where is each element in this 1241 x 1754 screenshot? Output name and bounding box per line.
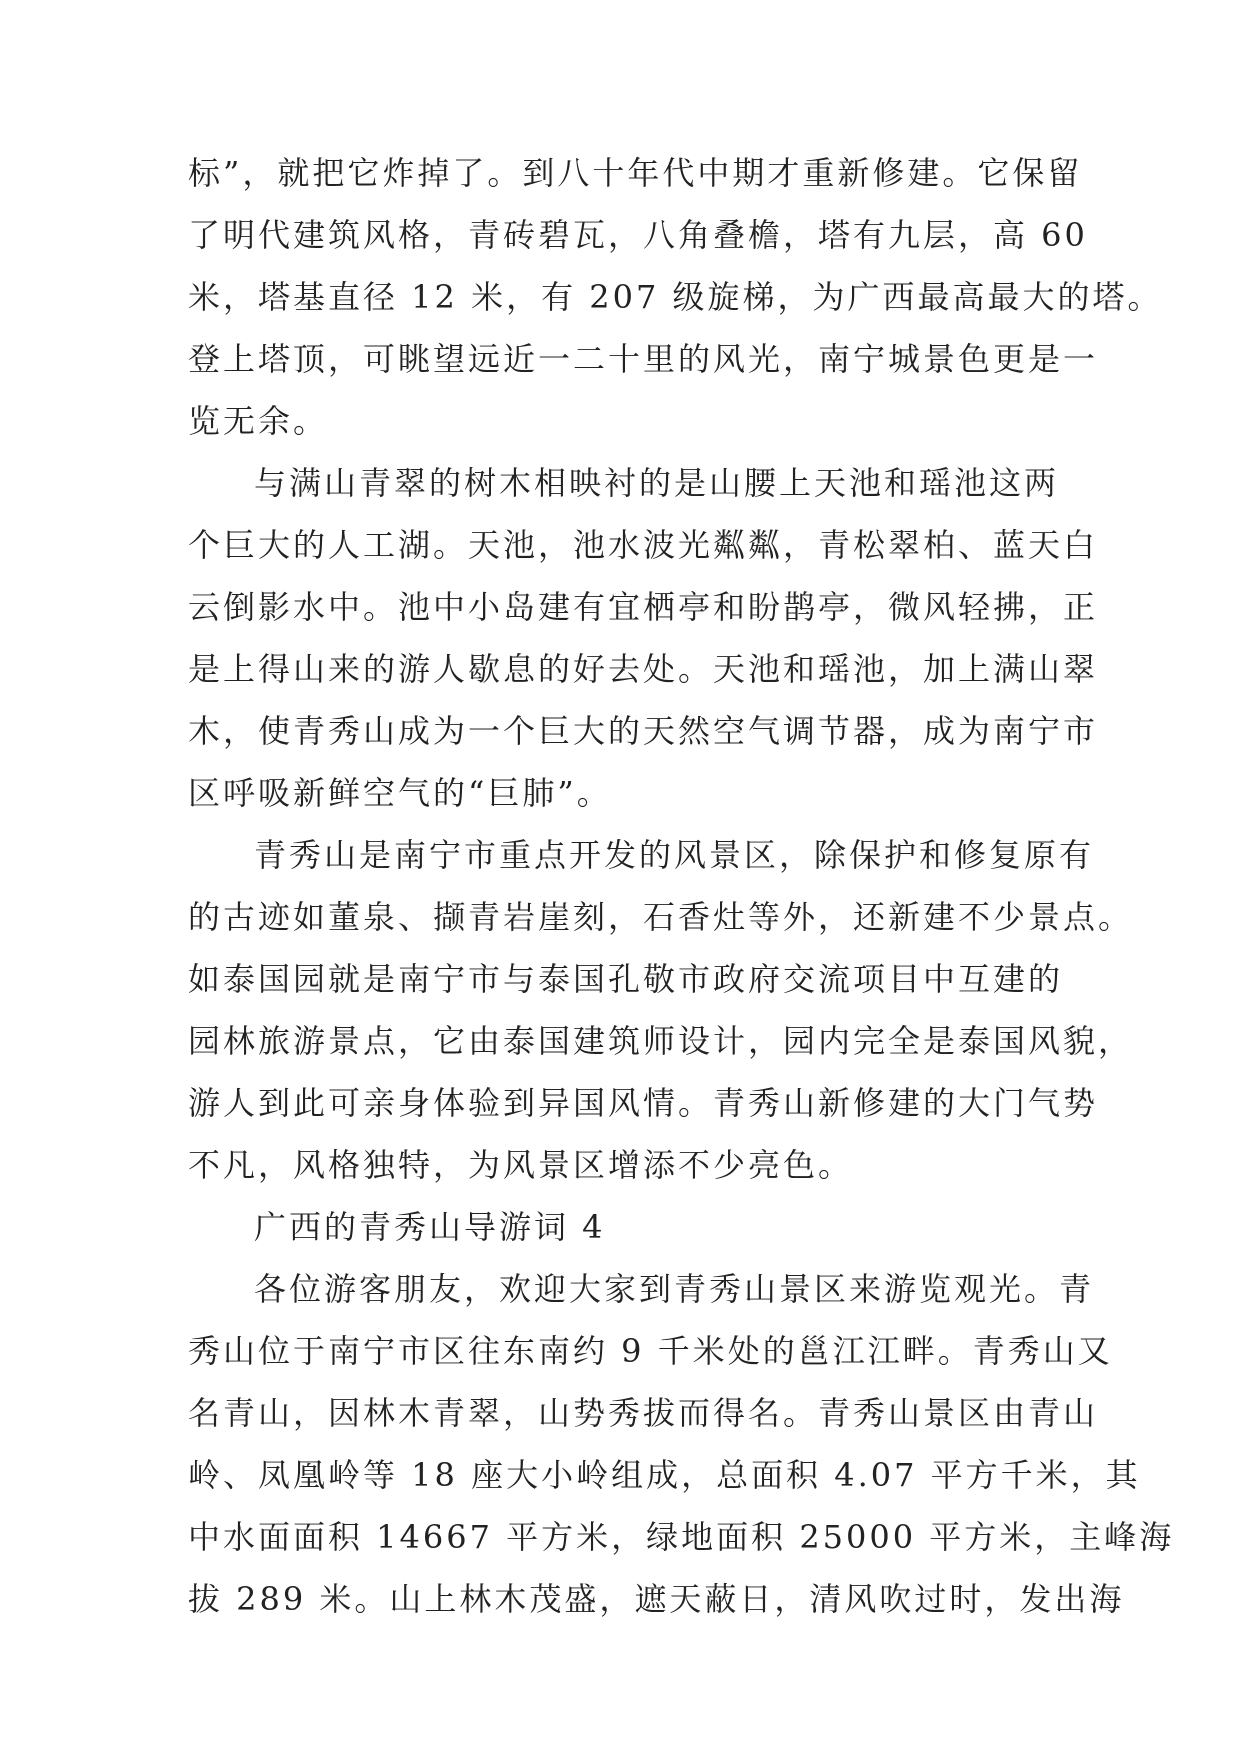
- text-line: 岭、凤凰岭等 18 座大小岭组成，总面积 4.07 平方千米，其: [188, 1456, 1141, 1494]
- text-line: 如泰国园就是南宁市与泰国孔敬市政府交流项目中互建的: [188, 960, 1064, 998]
- text-line: 云倒影水中。池中小岛建有宜栖亭和盼鹊亭，微风轻拂，正: [188, 588, 1099, 626]
- paragraph-first-line: 各位游客朋友，欢迎大家到青秀山景区来游览观光。青: [254, 1270, 1095, 1308]
- text-line: 个巨大的人工湖。天池，池水波光粼粼，青松翠柏、蓝天白: [188, 526, 1099, 564]
- text-line: 游人到此可亲身体验到异国风情。青秀山新修建的大门气势: [188, 1084, 1099, 1122]
- text-line: 是上得山来的游人歇息的好去处。天池和瑶池，加上满山翠: [188, 650, 1099, 688]
- text-line: 不凡，风格独特，为风景区增添不少亮色。: [188, 1146, 854, 1184]
- text-line: 名青山，因林木青翠，山势秀拔而得名。青秀山景区由青山: [188, 1394, 1099, 1432]
- paragraph-first-line: 青秀山是南宁市重点开发的风景区，除保护和修复原有: [254, 836, 1095, 874]
- text-line: 园林旅游景点，它由泰国建筑师设计，园内完全是泰国风貌，: [188, 1022, 1134, 1060]
- document-body: [188, 142, 1175, 1630]
- text-line: 木，使青秀山成为一个巨大的天然空气调节器，成为南宁市: [188, 712, 1099, 750]
- text-line: 登上塔顶，可眺望远近一二十里的风光，南宁城景色更是一: [188, 340, 1099, 378]
- text-line: 拔 289 米。山上林木茂盛，遮天蔽日，清风吹过时，发出海: [188, 1580, 1125, 1618]
- text-line: 览无余。: [188, 402, 329, 440]
- text-line: 标”，就把它炸掉了。到八十年代中期才重新修建。它保留: [188, 154, 1083, 192]
- text-line: 米，塔基直径 12 米，有 207 级旋梯，为广西最高最大的塔。: [188, 278, 1163, 316]
- text-line: 中水面面积 14667 平方米，绿地面积 25000 平方米，主峰海: [188, 1518, 1175, 1556]
- section-heading: 广西的青秀山导游词 4: [254, 1208, 606, 1246]
- text-line: 了明代建筑风格，青砖碧瓦，八角叠檐，塔有九层，高 60: [188, 216, 1088, 254]
- paragraph-first-line: 与满山青翠的树木相映衬的是山腰上天池和瑶池这两: [254, 464, 1060, 502]
- text-line: 秀山位于南宁市区往东南约 9 千米处的邕江江畔。青秀山又: [188, 1332, 1113, 1370]
- text-line: 区呼吸新鲜空气的“巨肺”。: [188, 774, 612, 812]
- text-line: 的古迹如董泉、撷青岩崖刻，石香灶等外，还新建不少景点。: [188, 898, 1134, 936]
